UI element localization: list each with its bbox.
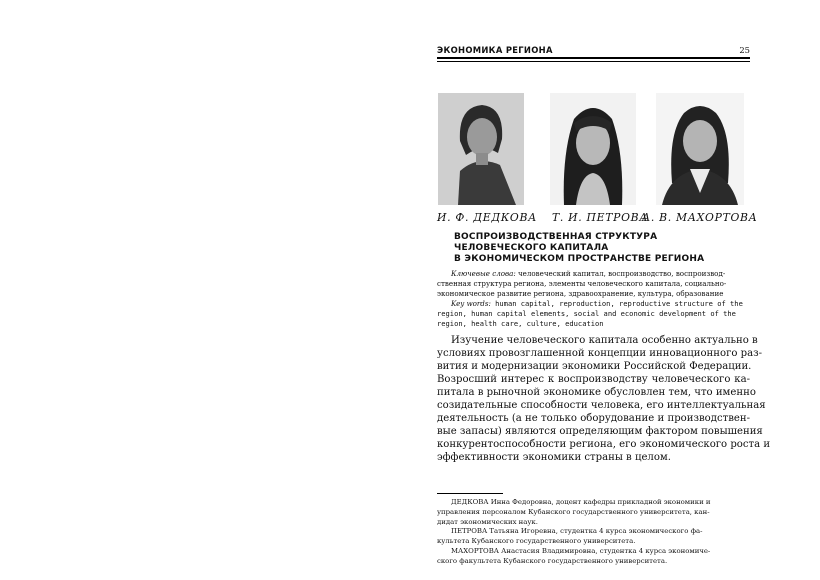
body-line: питала в рыночной экономике обусловлен тем, что именно: [437, 387, 756, 398]
keywords-en-text: region, human capital elements, social and economic development of the: [437, 309, 736, 318]
body-text: [437, 334, 771, 464]
footnote-line: ПЕТРОВА Татьяна Игоревна, студентка 4 курса экономического фа-: [451, 527, 703, 536]
footnote-rule: [437, 493, 503, 494]
keywords-ru-text: ственная структура региона, элементы человеческого капитала, социально-: [437, 279, 727, 288]
header-rule-thick: [437, 57, 750, 59]
author-name: Т. И. ПЕТРОВА: [552, 211, 649, 224]
body-line: Возросший интерес к воспроизводству человеческого ка-: [437, 374, 750, 385]
author-photo-makhortova: [656, 93, 744, 205]
header-rule-thin: [437, 61, 750, 62]
author-name: А. В. МАХОРТОВА: [642, 211, 758, 224]
keywords-en-label: Key words:: [451, 299, 491, 308]
body-line: эффективности экономики страны в целом.: [437, 452, 671, 463]
section-title: ЭКОНОМИКА РЕГИОНА: [437, 45, 553, 55]
footnote-line: ского факультета Кубанского государственного университета.: [437, 556, 668, 565]
body-line: вые запасы) являются определяющим фактором повышения: [437, 426, 763, 437]
keywords-ru-text: экономическое развитие региона, здравоохранение, культура, образование: [437, 289, 724, 298]
running-header: [437, 44, 750, 58]
body-line: конкурентоспособности региона, его экономического роста и: [437, 439, 771, 450]
body-line: деятельность (а не только оборудование и производствен-: [437, 413, 750, 424]
footnote-line: дидат экономических наук.: [437, 517, 538, 526]
footnote-line: ДЕДКОВА Инна Федоровна, доцент кафедры прикладной экономики и: [451, 498, 711, 506]
footnotes: [437, 498, 750, 567]
footnote-line: культета Кубанского государственного университета.: [437, 537, 636, 546]
author-photo-dedkova: [438, 93, 524, 205]
footnote-line: управления персоналом Кубанского государственного университета, кан-: [437, 507, 710, 516]
title-line: В ЭКОНОМИЧЕСКОМ ПРОСТРАНСТВЕ РЕГИОНА: [454, 254, 705, 264]
body-line: Изучение человеческого капитала особенно актуально в: [451, 335, 758, 346]
keywords-ru-label: Ключевые слова:: [451, 269, 516, 278]
keywords-block: [437, 269, 750, 329]
title-line: ВОСПРОИЗВОДСТВЕННАЯ СТРУКТУРА: [454, 232, 658, 242]
body-line: созидательные способности человека, его интеллектуальная: [437, 400, 766, 411]
author-name: И. Ф. ДЕДКОВА: [437, 211, 537, 224]
title-line: ЧЕЛОВЕЧЕСКОГО КАПИТАЛА: [454, 243, 609, 253]
article-title: [454, 232, 750, 265]
keywords-en-text: human capital, reproduction, reproductive structure of the: [490, 299, 743, 308]
body-line: условиях провозглашенной концепции инновационного раз-: [437, 348, 763, 359]
footnote-line: МАХОРТОВА Анастасия Владимировна, студентка 4 курса экономиче-: [451, 546, 711, 555]
author-photo-petrova: [550, 93, 636, 205]
body-line: вития и модернизации экономики Российской Федерации.: [437, 361, 752, 372]
page-number: 25: [739, 45, 750, 55]
journal-page: [437, 44, 771, 565]
keywords-en-text: region, health care, culture, education: [437, 319, 604, 328]
keywords-ru-text: человеческий капитал, воспроизводство, воспроизвод-: [515, 269, 726, 278]
